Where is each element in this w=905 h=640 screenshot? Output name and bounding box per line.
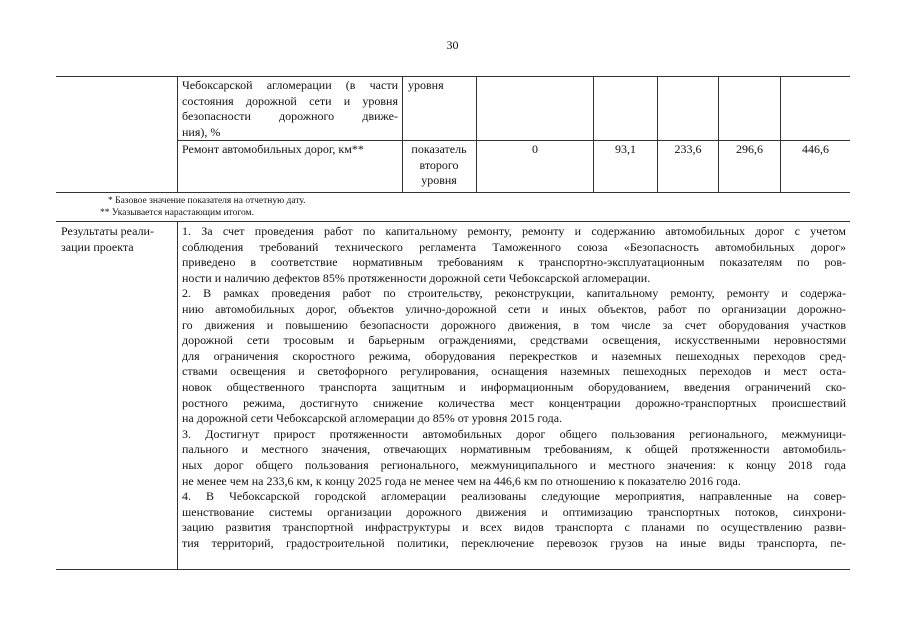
- table-bottom-border: [56, 192, 850, 193]
- text-line: соблюдения требований технического регламента Таможенного союза «Безопасность автомобильных дорог»: [182, 239, 846, 254]
- results-label: [61, 224, 175, 255]
- text-line: 1. За счет проведения работ по капитальному ремонту, ремонту и содержанию автомобильных дорог с учетом: [182, 224, 846, 238]
- text-line: приведено в соответствие нормативным требованиям к транспортно-эксплуатационным показателям по ров-: [182, 255, 846, 270]
- text-line: второго: [419, 157, 459, 172]
- value-cell: 93,1: [615, 142, 636, 156]
- indicator-cell: Ремонт автомобильных дорог, км**: [182, 142, 364, 156]
- text-line: уровня: [421, 173, 457, 187]
- text-line: на дорожной сети Чебоксарской агломерации до 85% от уровня 2015 года.: [182, 411, 563, 426]
- text-line: ствами освещения и светофорного регулирования, оснащения наземных пешеходных переходов и мест оста-: [182, 364, 846, 379]
- text-line: Чебоксарской агломерации (в части: [182, 78, 398, 92]
- table-vline-5: [657, 76, 658, 192]
- text-line: пального и местного значения, отвечающих нормативным требованиям, к общей протяженности автомобиль-: [182, 442, 846, 457]
- results-divider: [177, 221, 178, 569]
- text-line: тия территорий, градостроительной политики, переключение перевозок грузов на иные виды транспорта, пе-: [182, 535, 846, 550]
- text-line: не менее чем на 233,6 км, к концу 2025 года не менее чем на 446,6 км по отношению к показателю 2016 года.: [182, 473, 741, 488]
- text-line: ростного режима, достигнуто снижение количества мест концентрации дорожно-транспортных происшествий: [182, 395, 846, 410]
- text-line: Результаты реали-: [61, 224, 154, 238]
- text-line: дорожной сети тросовым и барьерным ограждениями, средствами освещения, искусственными неровностями: [182, 333, 846, 348]
- level-cell: уровня: [408, 78, 444, 92]
- text-line: состояния дорожной сети и уровня: [182, 93, 398, 108]
- page-number: 30: [446, 38, 459, 52]
- value-cell-base: 0: [532, 142, 538, 156]
- text-line: безопасности дорожного движе-: [182, 109, 398, 123]
- table-row-divider: [177, 140, 850, 141]
- table-vline-7: [780, 76, 781, 192]
- text-line: ния), %: [182, 124, 221, 139]
- text-line: ности и наличию дефектов 85% протяженности дорожной сети Чебоксарской агломерации.: [182, 270, 651, 285]
- text-line: зации проекта: [61, 239, 134, 254]
- table-vline-6: [718, 76, 719, 192]
- value-cell: 296,6: [736, 142, 763, 156]
- footnote: * Базовое значение показателя на отчетную дату.: [108, 196, 306, 206]
- results-bottom-border: [56, 569, 850, 570]
- text-line: го движения и повышению безопасности дорожного движения, в том числе за счет оборудования участков: [182, 317, 846, 332]
- text-line: 3. Достигнут прирост протяженности автомобильных дорог общего пользования регионального, межмуници-: [182, 426, 846, 441]
- value-cell: 446,6: [802, 142, 829, 156]
- text-line: показатель: [411, 142, 467, 156]
- text-line: 2. В рамках проведения работ по строительству, реконструкции, капитальному ремонту, ремонту и содержа-: [182, 286, 846, 301]
- text-line: шенствование системы организации дорожного движения и оптимизацию транспортных потоков, синхрони-: [182, 504, 846, 519]
- footnote: ** Указывается нарастающим итогом.: [100, 208, 254, 218]
- text-line: нию автомобильных дорог, объектов улично-дорожной сети и иных объектов, работ по организации дорожно-: [182, 301, 846, 316]
- text-line: для ограничения скоростного режима, оборудования перекрестков и наземных пешеходных переходов сред-: [182, 348, 846, 363]
- text-line: зацию развития транспортной инфраструктуры и всех видов транспорта с планами по осуществлению разви-: [182, 520, 846, 535]
- indicator-cell: [182, 78, 398, 140]
- level-cell: [403, 142, 475, 189]
- table-vline-4: [593, 76, 594, 192]
- value-cell: 233,6: [674, 142, 702, 156]
- table-top-border: [56, 76, 850, 77]
- table-vline-3: [476, 76, 477, 192]
- text-line: новок общественного транспорта защитным и информационным оборудованием, введения ограничений ско-: [182, 379, 846, 394]
- text-line: 4. В Чебоксарской городской агломерации реализованы следующие мероприятия, направленные на совер-: [182, 489, 846, 504]
- results-text: [182, 224, 846, 551]
- text-line: ных дорог общего пользования регионального, межмуниципального и местного значения: к концу 2018 года: [182, 457, 846, 472]
- table-vline-1: [177, 76, 178, 192]
- results-top-border: [56, 221, 850, 222]
